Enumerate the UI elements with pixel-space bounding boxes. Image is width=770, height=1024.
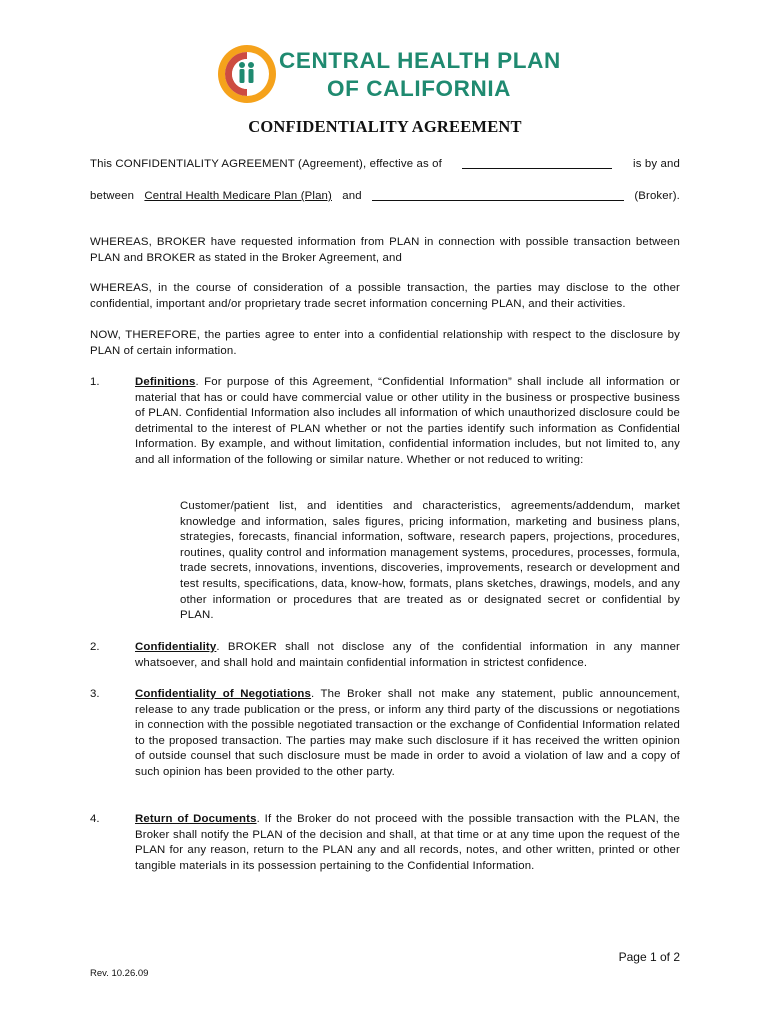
revision-label: Rev. 10.26.09 bbox=[90, 968, 149, 979]
section-confidentiality-of-negotiations bbox=[135, 687, 680, 781]
intro-and: and bbox=[342, 190, 362, 202]
intro-between: between bbox=[90, 190, 135, 202]
section-heading: Confidentiality bbox=[135, 641, 217, 653]
section-return-of-documents bbox=[135, 812, 680, 874]
section-heading: Confidentiality of Negotiations bbox=[135, 688, 312, 700]
section-number: 3. bbox=[90, 688, 100, 700]
intro-is-by-and: is by and bbox=[633, 158, 680, 170]
section-heading: Definitions bbox=[135, 376, 196, 388]
whereas-paragraph-1: WHEREAS, BROKER have requested information from PLAN in connection with possible transaction between PLAN and BROKER as stated in the Broker Agreement, and bbox=[90, 236, 680, 264]
section-definitions bbox=[135, 375, 680, 469]
section-body: . BROKER shall not disclose any of the confidential information in any manner whatsoever, and shall hold and maintain confidential information in strictest confidence. bbox=[135, 641, 680, 669]
broker-name-blank[interactable] bbox=[372, 189, 624, 201]
logo-name-line2: OF CALIFORNIA bbox=[327, 76, 512, 101]
section-body: . The Broker shall not make any statement, public announcement, release to any trade publication or the press, or inform any third party of the discussions or negotiations in connection with the possible negotiated transaction or the exchange of Confidential Information related to the proposed transaction. The parties may make such disclosure if it has received the written opinion of outside counsel that such disclosure must be made in order to avoid a violation of law and a copy of such opinion has been provided to the other party. bbox=[135, 688, 680, 778]
section-number: 1. bbox=[90, 376, 100, 388]
document-title: CONFIDENTIALITY AGREEMENT bbox=[248, 117, 522, 136]
section-heading: Return of Documents bbox=[135, 813, 257, 825]
intro-line-2 bbox=[90, 189, 680, 205]
section-confidentiality bbox=[135, 640, 680, 671]
intro-effective-text: This CONFIDENTIALITY AGREEMENT (Agreement), effective as of bbox=[90, 158, 442, 170]
definitions-list: Customer/patient list, and identities and characteristics, agreements/addendum, market knowledge and information, sales figures, pricing information, marketing and business plans, strategies, forecasts, financial information, software, research papers, projections, procedures, routines, quality control and information management systems, procedures, processes, formula, trade secrets, innovations, inventions, discoveries, improvements, research or development and test results, specifications, data, know-how, formats, plans sketches, drawings, models, and any other information or procedures that are treated as or designated secret or confidential by PLAN. bbox=[180, 500, 680, 622]
now-therefore-paragraph: NOW, THEREFORE, the parties agree to enter into a confidential relationship with respect to the disclosure by PLAN of certain information. bbox=[90, 329, 680, 357]
intro-broker: (Broker). bbox=[634, 190, 680, 202]
plan-name: Central Health Medicare Plan (Plan) bbox=[144, 190, 332, 202]
section-number: 4. bbox=[90, 813, 100, 825]
section-body: . For purpose of this Agreement, “Confidential Information” shall include all information or material that has or could have commercial value or other utility in the business or prospective business of PLAN. Confidential Information also includes all information of which unauthorized disclosure could be detrimental to the interest of PLAN whether or not the parties identify such information as Confidential Information. By example, and without limitation, confidential information includes, but not limited to, any and all information of the following or similar nature. Whether or not reduced to writing: bbox=[135, 376, 680, 466]
section-number: 2. bbox=[90, 641, 100, 653]
intro-line-1 bbox=[90, 157, 680, 173]
page-number: Page 1 of 2 bbox=[618, 950, 680, 964]
logo-name-line1: CENTRAL HEALTH PLAN bbox=[279, 48, 561, 73]
section-body: . If the Broker do not proceed with the possible transaction with the PLAN, the Broker shall notify the PLAN of the decision and shall, at that time or at any time upon the request of the PLAN for any reason, return to the PLAN any and all records, notes, and other written, printed or other tangible materials in its possession pertaining to the Confidential Information. bbox=[135, 813, 680, 872]
company-logo bbox=[217, 44, 561, 106]
effective-date-blank[interactable] bbox=[462, 157, 612, 169]
logo-badge-icon bbox=[217, 44, 277, 104]
whereas-paragraph-2: WHEREAS, in the course of consideration of a possible transaction, the parties may disclose to the other confidential, important and/or proprietary trade secret information concerning PLAN, and their activities. bbox=[90, 282, 680, 310]
